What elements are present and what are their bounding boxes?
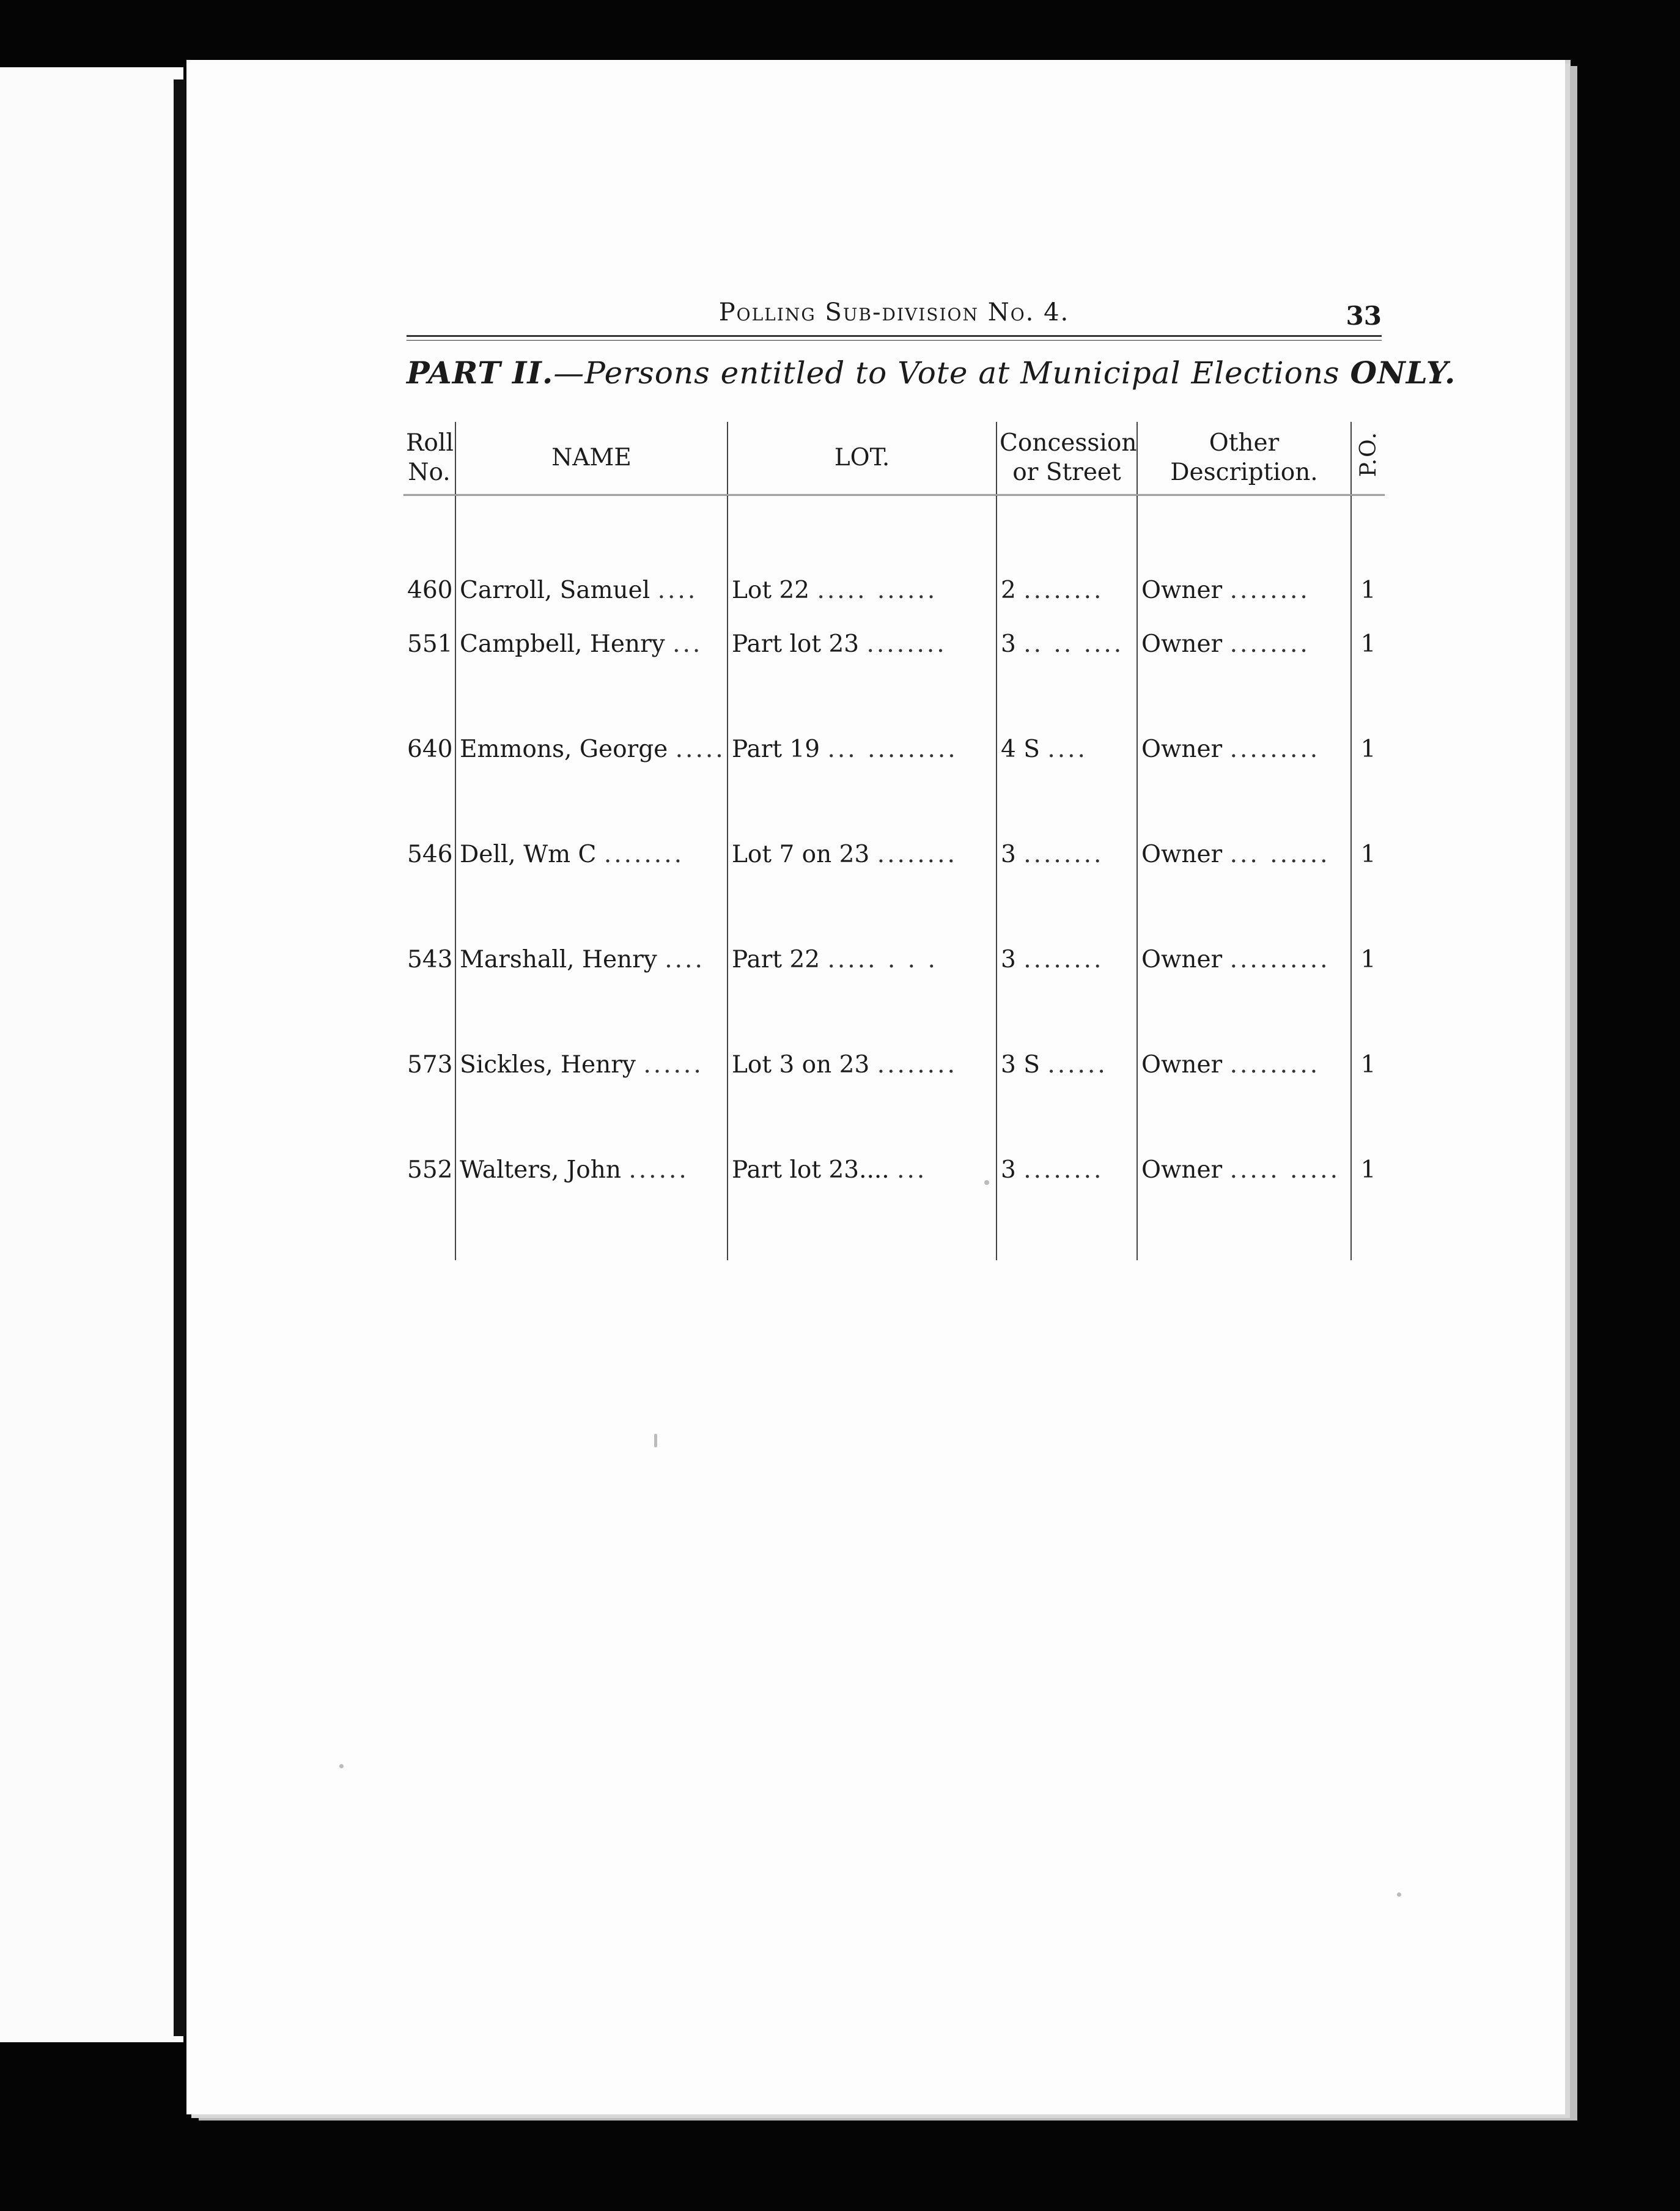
leader-dots: ........ [1023, 577, 1104, 604]
voter-name [455, 1155, 728, 1260]
leader-dots: ........ [1023, 841, 1104, 868]
lot-description-text: Lot 3 on 23 [732, 1051, 870, 1079]
other-description [1137, 945, 1351, 1050]
other-description [1137, 1050, 1351, 1155]
leader-dots: ........ [1023, 946, 1104, 973]
voter-name [455, 945, 728, 1050]
concession-street-text: 4 S [1001, 736, 1040, 763]
post-office [1351, 495, 1385, 630]
roll-number-text: 543 [407, 946, 453, 973]
roll-number-text: 546 [407, 841, 453, 868]
leader-dots: ... ...... [1229, 841, 1330, 868]
leader-dots: ......... [1229, 1051, 1321, 1079]
table-row [403, 945, 1385, 1050]
concession-street [997, 495, 1137, 630]
leader-dots: .... [665, 946, 705, 973]
header-rule-thin [407, 340, 1382, 341]
col-other-description: Other Description. [1137, 422, 1351, 495]
roll-number [403, 1155, 455, 1260]
lot-description-text: Lot 22 [732, 577, 810, 604]
part-label: PART II. [407, 355, 554, 391]
part-heading [407, 355, 1456, 404]
voter-name [455, 1050, 728, 1155]
post-office-text: 1 [1360, 736, 1376, 763]
leader-dots: ...... [628, 1156, 689, 1184]
roll-number [403, 629, 455, 734]
post-office-text: 1 [1360, 1051, 1376, 1079]
print-speck [654, 1434, 657, 1447]
header-rule [407, 335, 1382, 337]
print-speck [984, 1180, 989, 1185]
col-po [1351, 422, 1385, 495]
voter-name [455, 734, 728, 840]
lot-description-text: Lot 7 on 23 [732, 841, 870, 868]
lot-description-text: Part lot 23.... [732, 1156, 890, 1184]
voter-name-text: Dell, Wm C [460, 841, 597, 868]
leader-dots: .......... [1229, 946, 1330, 973]
lot-description-text: Part 22 [732, 946, 820, 973]
concession-street [997, 734, 1137, 840]
other-description-text: Owner [1141, 630, 1223, 658]
other-description-text: Owner [1141, 841, 1223, 868]
leader-dots: ... ......... [827, 736, 958, 763]
leader-dots: ..... ...... [817, 577, 938, 604]
roll-number-text: 573 [407, 1051, 453, 1079]
part-emphasis: ONLY. [1350, 355, 1456, 391]
table-row [403, 1155, 1385, 1260]
lot-description [728, 945, 997, 1050]
other-description [1137, 734, 1351, 840]
other-description-text: Owner [1141, 1156, 1223, 1184]
table-row [403, 495, 1385, 630]
leader-dots: ......... [1229, 736, 1321, 763]
concession-street-text: 3 [1001, 946, 1016, 973]
print-speck [339, 1764, 344, 1768]
lot-description-text: Part lot 23 [732, 630, 860, 658]
table-row [403, 734, 1385, 840]
table-row [403, 1050, 1385, 1155]
col-name: NAME [455, 422, 728, 495]
voters-table [403, 422, 1385, 1260]
running-title: Polling Sub-division No. 4. [718, 298, 1070, 327]
table-row [403, 629, 1385, 734]
leader-dots: ..... . . . [827, 946, 938, 973]
concession-street [997, 629, 1137, 734]
leader-dots: ........ [1229, 630, 1310, 658]
roll-number-text: 640 [407, 736, 453, 763]
post-office [1351, 840, 1385, 945]
po-label: P.O. [1356, 431, 1381, 478]
leader-dots: ........ [1229, 577, 1310, 604]
voter-name-text: Carroll, Samuel [460, 577, 650, 604]
concession-street [997, 945, 1137, 1050]
lot-description-text: Part 19 [732, 736, 820, 763]
post-office [1351, 629, 1385, 734]
leader-dots: ..... ..... [1229, 1156, 1340, 1184]
other-description-text: Owner [1141, 1051, 1223, 1079]
concession-street [997, 1155, 1137, 1260]
page-header [407, 292, 1382, 335]
voter-name-text: Emmons, George [460, 736, 668, 763]
post-office-text: 1 [1360, 1156, 1376, 1184]
post-office-text: 1 [1360, 577, 1376, 604]
other-description-text: Owner [1141, 946, 1223, 973]
voter-name-text: Marshall, Henry [460, 946, 657, 973]
roll-number-text: 551 [407, 630, 453, 658]
facing-page [0, 67, 183, 2042]
roll-number [403, 1050, 455, 1155]
other-description [1137, 495, 1351, 630]
concession-street-text: 2 [1001, 577, 1016, 604]
leader-dots: ........ [1023, 1156, 1104, 1184]
post-office-text: 1 [1360, 946, 1376, 973]
other-description [1137, 1155, 1351, 1260]
voter-name-text: Sickles, Henry [460, 1051, 636, 1079]
voter-name-text: Campbell, Henry [460, 630, 665, 658]
concession-street [997, 1050, 1137, 1155]
page-number: 33 [1346, 301, 1382, 331]
leader-dots: ........ [603, 841, 684, 868]
table-row [403, 840, 1385, 945]
table-header-row [403, 422, 1385, 495]
voter-name-text: Walters, John [460, 1156, 621, 1184]
roll-number [403, 495, 455, 630]
leader-dots: ........ [877, 841, 957, 868]
leader-dots: ........ [866, 630, 947, 658]
post-office [1351, 734, 1385, 840]
leader-dots: .. .. .... [1023, 630, 1124, 658]
print-speck [1397, 1892, 1401, 1897]
concession-street-text: 3 [1001, 841, 1016, 868]
roll-number-text: 552 [407, 1156, 453, 1184]
leader-dots: ........ [877, 1051, 957, 1079]
leader-dots: ... [897, 1156, 927, 1184]
roll-number [403, 945, 455, 1050]
voter-name [455, 495, 728, 630]
voter-name [455, 840, 728, 945]
roll-number [403, 734, 455, 840]
lot-description [728, 840, 997, 945]
col-lot: LOT. [728, 422, 997, 495]
other-description-text: Owner [1141, 577, 1223, 604]
roll-number-text: 460 [407, 577, 453, 604]
col-roll-no: Roll No. [403, 422, 455, 495]
other-description-text: Owner [1141, 736, 1223, 763]
leader-dots: .... [657, 577, 698, 604]
lot-description [728, 495, 997, 630]
other-description [1137, 629, 1351, 734]
voter-name [455, 629, 728, 734]
lot-description [728, 734, 997, 840]
roll-number [403, 840, 455, 945]
lot-description [728, 1155, 997, 1260]
lot-description [728, 1050, 997, 1155]
leader-dots: .... [1047, 736, 1088, 763]
leader-dots: ..... [675, 736, 726, 763]
part-text: —Persons entitled to Vote at Municipal Elections [553, 355, 1340, 391]
leader-dots: ...... [1047, 1051, 1108, 1079]
post-office [1351, 945, 1385, 1050]
leader-dots: ...... [643, 1051, 704, 1079]
post-office-text: 1 [1360, 630, 1376, 658]
post-office [1351, 1050, 1385, 1155]
col-concession: Concession or Street [997, 422, 1137, 495]
lot-description [728, 629, 997, 734]
concession-street-text: 3 [1001, 1156, 1016, 1184]
post-office-text: 1 [1360, 841, 1376, 868]
book-gutter [174, 79, 186, 2036]
leader-dots: ... [672, 630, 703, 658]
concession-street-text: 3 S [1001, 1051, 1040, 1079]
concession-street-text: 3 [1001, 630, 1016, 658]
post-office [1351, 1155, 1385, 1260]
other-description [1137, 840, 1351, 945]
concession-street [997, 840, 1137, 945]
